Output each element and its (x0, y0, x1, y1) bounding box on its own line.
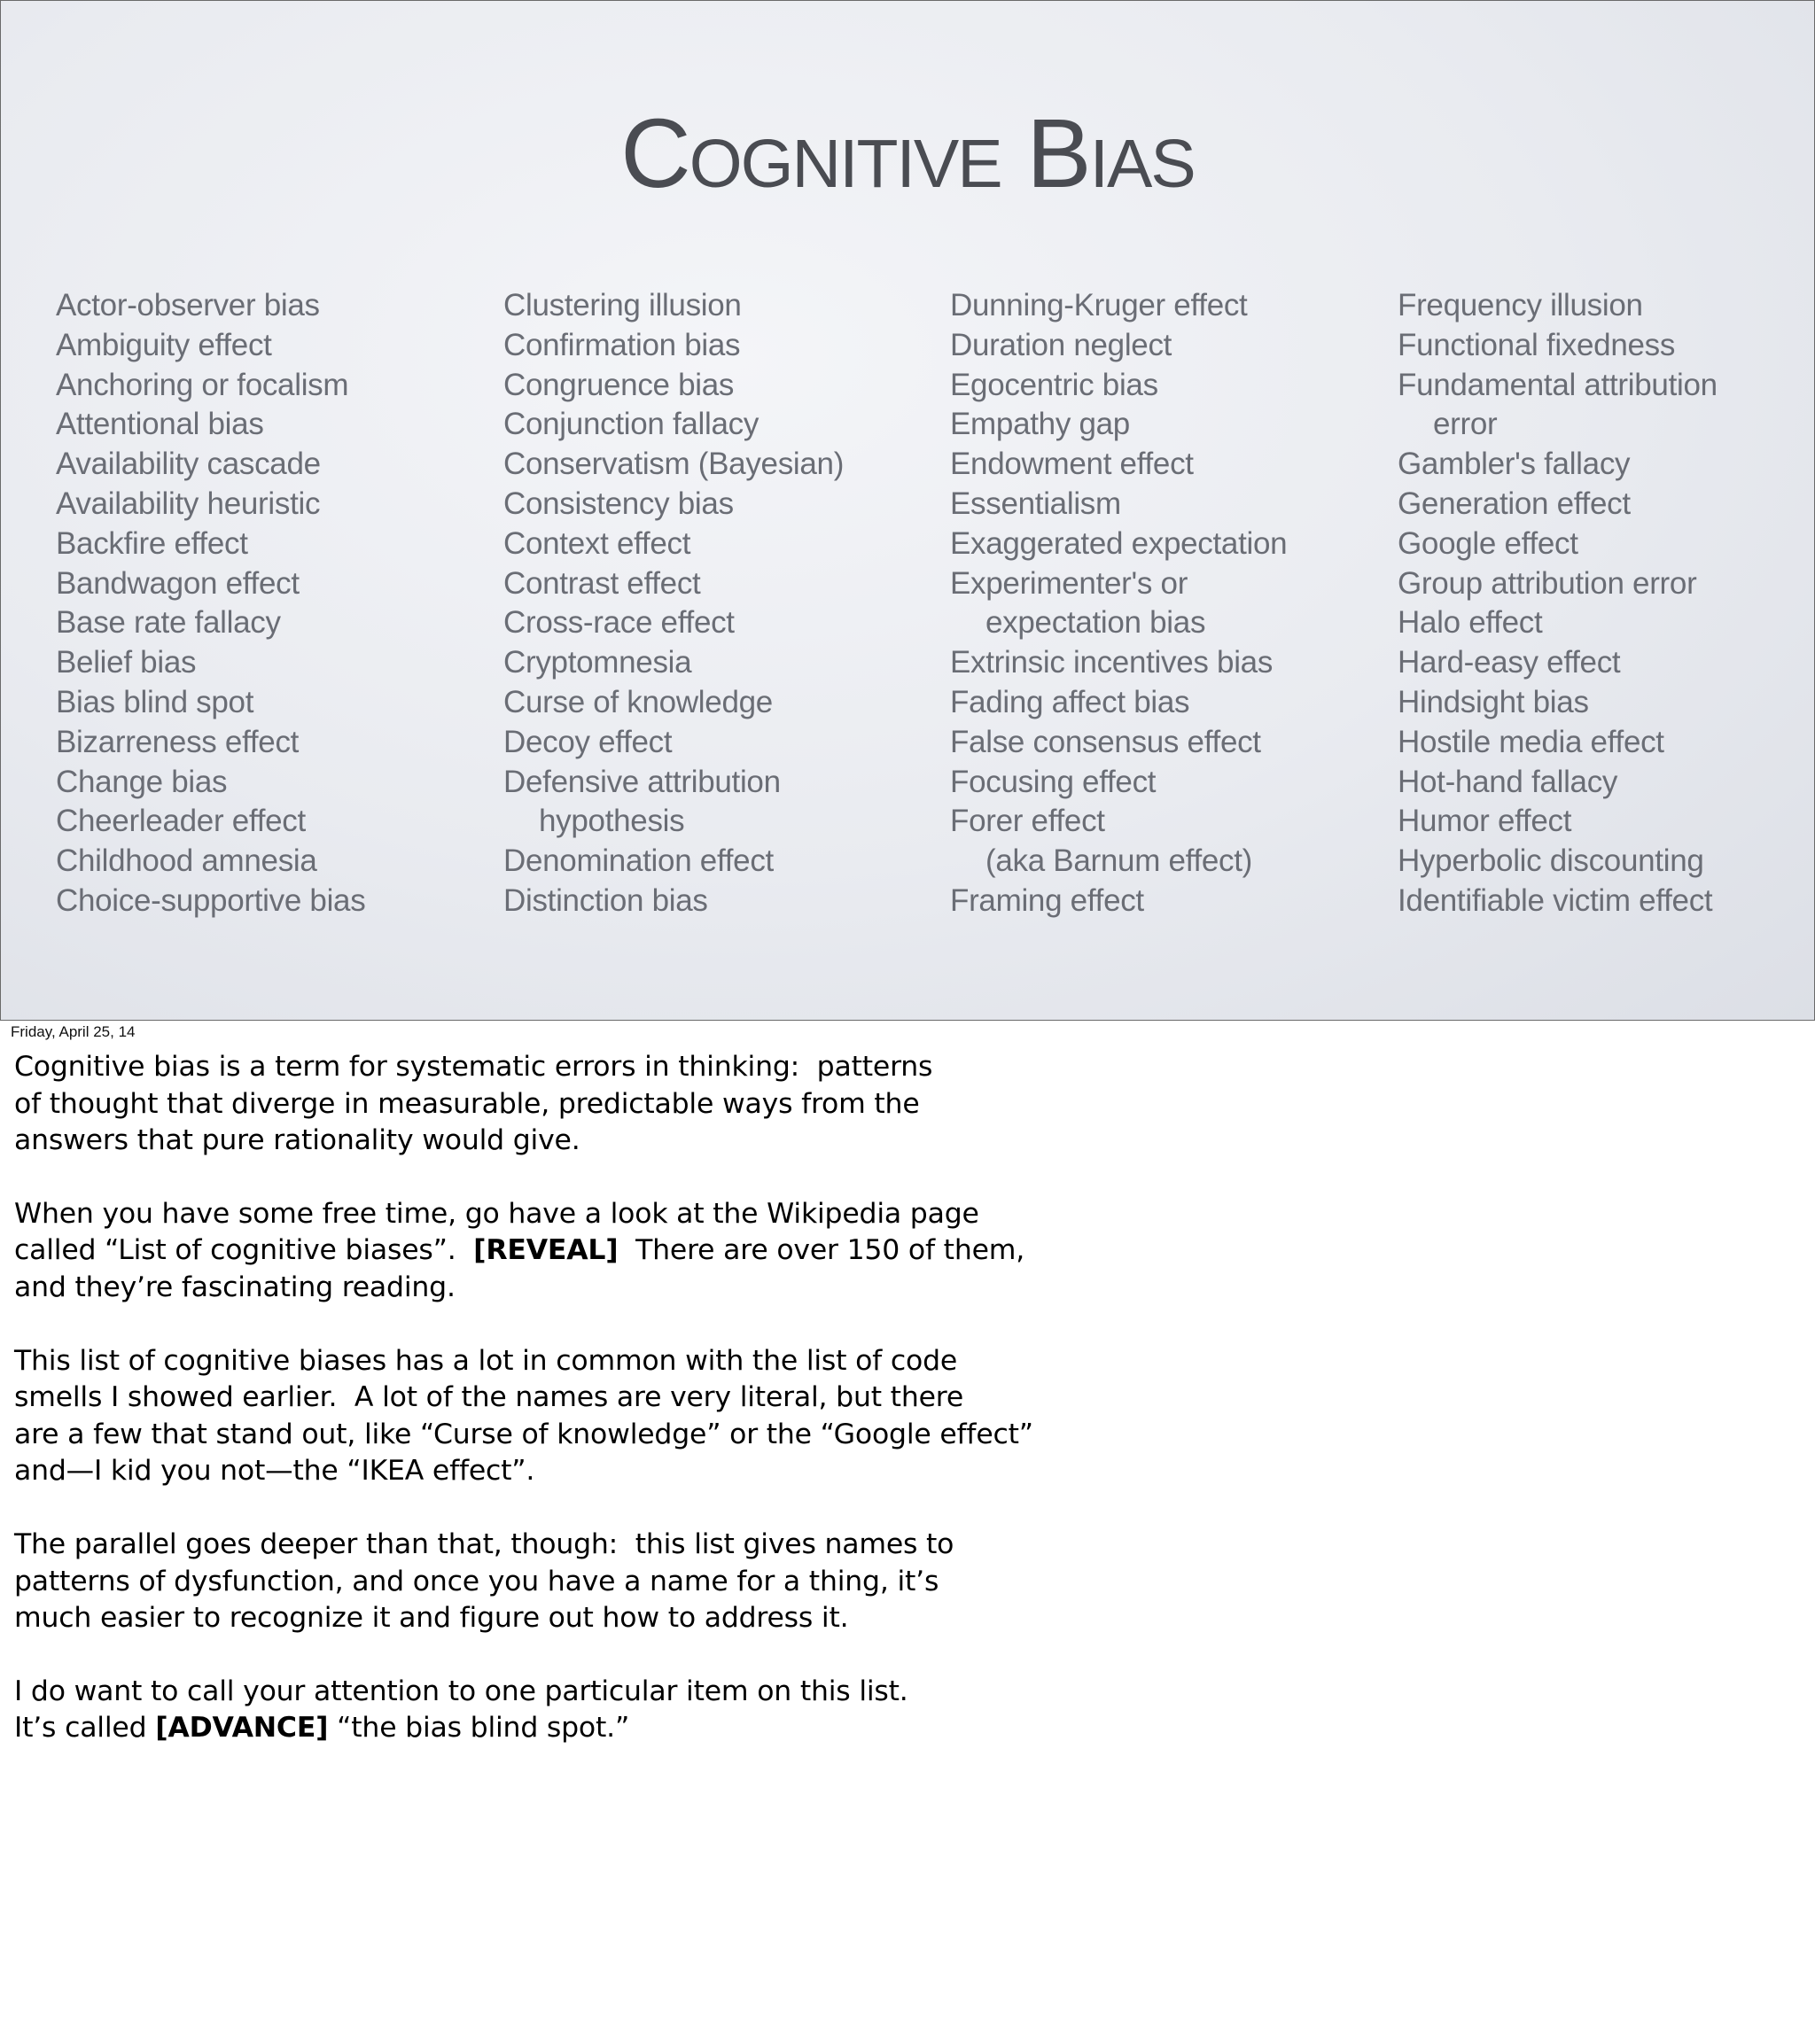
notes-line (14, 1086, 1184, 1123)
bias-term: Actor-observer bias (56, 288, 320, 323)
notes-text: Cognitive bias is a term for systematic errors in thinking: patterns (14, 1051, 933, 1083)
bias-term: Base rate fallacy (56, 605, 281, 641)
bias-term: Belief bias (56, 645, 197, 680)
notes-text: smells I showed earlier. A lot of the names are very literal, but there (14, 1381, 964, 1414)
bias-term: Framing effect (950, 882, 1144, 918)
notes-text: called “List of cognitive biases”. (14, 1234, 474, 1267)
bias-term: Humor effect (1398, 804, 1572, 839)
slide-image (0, 0, 1815, 1021)
notes-text: “the bias blind spot.” (328, 1712, 630, 1745)
bias-term: Empathy gap (950, 407, 1130, 442)
bias-term: Hard-easy effect (1398, 645, 1621, 680)
notes-line (14, 1380, 1184, 1417)
bias-term: Ambiguity effect (56, 327, 272, 362)
bias-list (1, 286, 1814, 924)
slide-title: Cognitive Bias (620, 99, 1195, 208)
bias-term: Availability heuristic (56, 486, 321, 521)
notes-text: The parallel goes deeper than that, though: this list gives names to (14, 1527, 954, 1560)
bias-term: Egocentric bias (950, 367, 1158, 402)
notes-line (14, 1564, 1184, 1601)
bias-term: Attentional bias (56, 407, 264, 442)
notes-text: answers that pure rationality would give. (14, 1124, 580, 1157)
notes-text: When you have some free time, go have a look at the Wikipedia page (14, 1197, 979, 1230)
notes-line (14, 1343, 1184, 1380)
notes-text: patterns of dysfunction, and once you have a name for a thing, it’s (14, 1565, 939, 1597)
notes-text: It’s called (14, 1712, 156, 1745)
notes-line (14, 1196, 1184, 1233)
bias-column-2 (503, 286, 929, 921)
notes-line (14, 1049, 1184, 1086)
bias-term: Endowment effect (950, 447, 1194, 482)
bias-term-continuation: expectation bias (985, 605, 1206, 641)
notes-line (14, 1417, 1184, 1454)
bias-term: Cryptomnesia (503, 645, 692, 680)
notes-line (14, 1453, 1184, 1490)
bias-term: Hyperbolic discounting (1398, 843, 1704, 879)
bias-term: Essentialism (950, 486, 1121, 521)
bias-term: Gambler's fallacy (1398, 447, 1631, 482)
bias-column-1 (56, 286, 481, 921)
bias-term: Hindsight bias (1398, 684, 1589, 719)
bias-term: Conservatism (Bayesian) (503, 447, 845, 482)
bias-term-continuation: hypothesis (539, 804, 685, 839)
bias-term: Availability cascade (56, 447, 321, 482)
bias-term: Group attribution error (1398, 565, 1697, 601)
notes-text: are a few that stand out, like “Curse of knowledge” or the “Google effect” (14, 1418, 1033, 1450)
notes-line (14, 1270, 1184, 1307)
bias-term: Choice-supportive bias (56, 882, 366, 918)
bias-term: Generation effect (1398, 486, 1631, 521)
bias-term: Congruence bias (503, 367, 735, 402)
bias-term: Duration neglect (950, 327, 1172, 362)
bias-term: Bias blind spot (56, 684, 254, 719)
notes-text: This list of cognitive biases has a lot in common with the list of code (14, 1344, 958, 1377)
bias-term: Defensive attribution (503, 764, 781, 799)
bias-term: Change bias (56, 764, 228, 799)
notes-line (14, 1527, 1184, 1564)
notes-text: and they’re fascinating reading. (14, 1271, 456, 1303)
notes-paragraph (14, 1527, 1184, 1637)
notes-line (14, 1674, 1184, 1711)
slide-date: Friday, April 25, 14 (11, 1023, 136, 1040)
notes-text: There are over 150 of them, (618, 1234, 1025, 1267)
notes-text: much easier to recognize it and figure out how to address it. (14, 1602, 849, 1635)
presenter-notes (14, 1049, 1184, 1784)
bias-term: Focusing effect (950, 764, 1157, 799)
bias-term: Bandwagon effect (56, 565, 300, 601)
bias-term: Hot-hand fallacy (1398, 764, 1618, 799)
bias-term: Contrast effect (503, 565, 701, 601)
bias-term: Hostile media effect (1398, 724, 1664, 759)
notes-text: and—I kid you not—the “IKEA effect”. (14, 1455, 535, 1488)
bias-term: Cross-race effect (503, 605, 735, 641)
bias-term: Halo effect (1398, 605, 1543, 641)
bias-term: Fading affect bias (950, 684, 1190, 719)
bias-term: Consistency bias (503, 486, 734, 521)
bias-term: Clustering illusion (503, 288, 742, 323)
bias-term: Distinction bias (503, 882, 708, 918)
bias-term: Frequency illusion (1398, 288, 1643, 323)
bias-term: Identifiable victim effect (1398, 882, 1713, 918)
bias-term: Google effect (1398, 525, 1578, 561)
bias-term: Curse of knowledge (503, 684, 773, 719)
bias-term: Childhood amnesia (56, 843, 317, 879)
bias-term: Extrinsic incentives bias (950, 645, 1274, 680)
notes-line (14, 1600, 1184, 1637)
bias-term: Cheerleader effect (56, 804, 306, 839)
bias-term: Context effect (503, 525, 691, 561)
bias-term: Dunning-Kruger effect (950, 288, 1248, 323)
bias-term-continuation: (aka Barnum effect) (985, 843, 1253, 879)
bias-term: Conjunction fallacy (503, 407, 759, 442)
notes-line (14, 1710, 1184, 1747)
bias-term: Anchoring or focalism (56, 367, 349, 402)
notes-line (14, 1123, 1184, 1160)
bias-term: Bizarreness effect (56, 724, 300, 759)
bias-term: False consensus effect (950, 724, 1261, 759)
bias-term: Denomination effect (503, 843, 774, 879)
bias-term: Decoy effect (503, 724, 673, 759)
bias-term: Forer effect (950, 804, 1105, 839)
bias-column-4 (1398, 286, 1815, 921)
bias-term: Backfire effect (56, 525, 248, 561)
bias-term-continuation: error (1433, 407, 1498, 442)
notes-cue: [REVEAL] (473, 1234, 619, 1267)
bias-term: Exaggerated expectation (950, 525, 1288, 561)
bias-term: Confirmation bias (503, 327, 741, 362)
notes-text: of thought that diverge in measurable, predictable ways from the (14, 1087, 920, 1120)
notes-cue: [ADVANCE] (155, 1712, 329, 1745)
notes-paragraph (14, 1049, 1184, 1160)
notes-paragraph (14, 1674, 1184, 1747)
notes-paragraph (14, 1343, 1184, 1490)
notes-line (14, 1232, 1184, 1270)
bias-column-3 (950, 286, 1375, 921)
notes-paragraph (14, 1196, 1184, 1307)
notes-text: I do want to call your attention to one particular item on this list. (14, 1675, 908, 1707)
bias-term: Functional fixedness (1398, 327, 1676, 362)
bias-term: Fundamental attribution (1398, 367, 1718, 402)
bias-term: Experimenter's or (950, 565, 1188, 601)
